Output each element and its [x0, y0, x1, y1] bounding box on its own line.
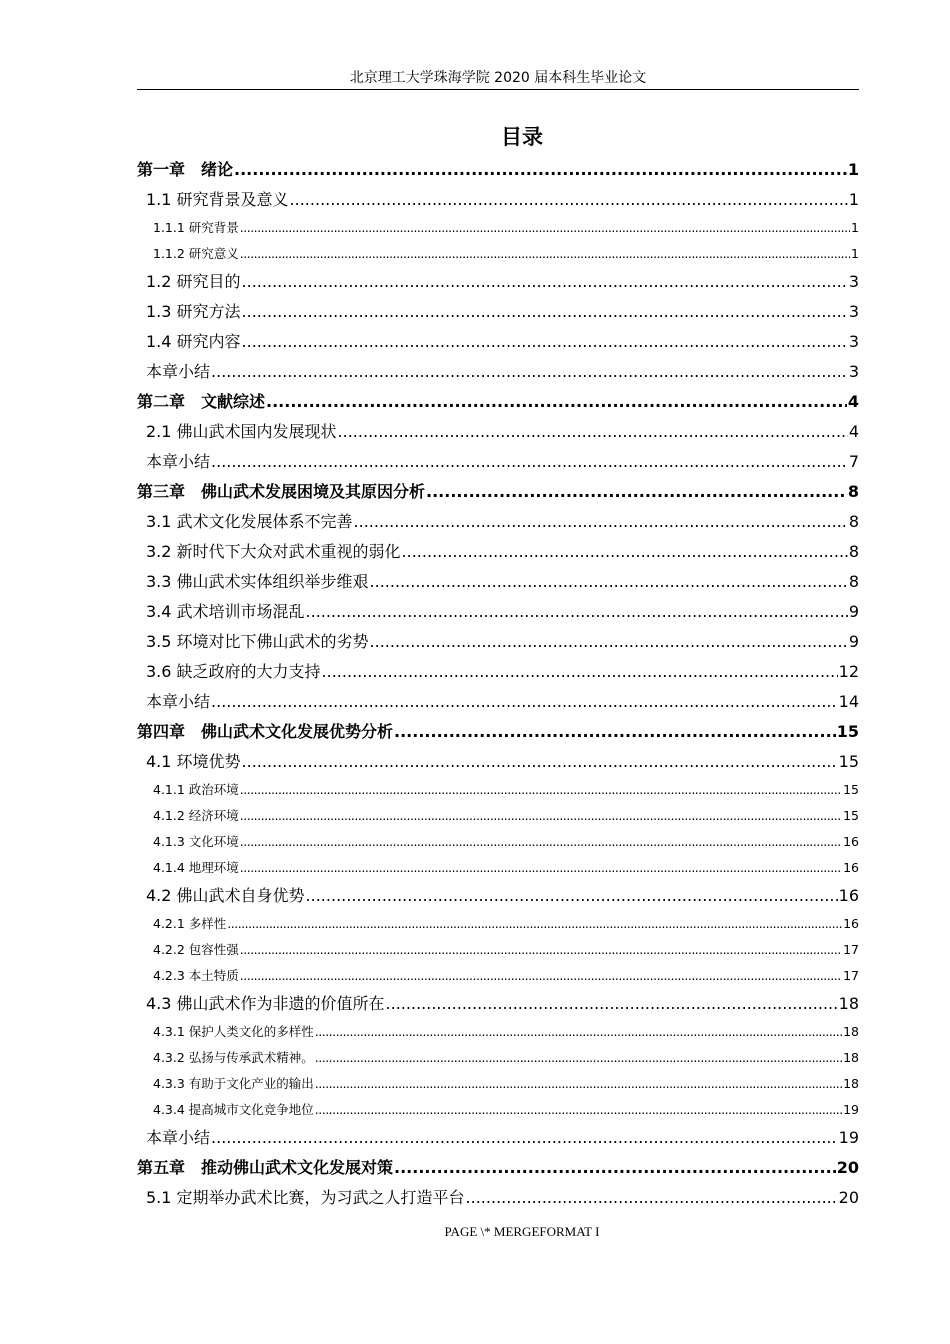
- toc-entry-page-number: 1: [848, 190, 859, 209]
- toc-entry[interactable]: [137, 1153, 859, 1183]
- toc-entry[interactable]: [137, 747, 859, 777]
- toc-dot-leader: [266, 387, 847, 417]
- toc-dot-leader: [370, 627, 848, 657]
- toc-entry[interactable]: [137, 803, 859, 829]
- toc-entry[interactable]: [137, 185, 859, 215]
- toc-dot-leader: [354, 507, 848, 537]
- toc-entry-page-number: 15: [843, 808, 859, 823]
- toc-entry-page-number: 18: [843, 1024, 859, 1039]
- toc-entry[interactable]: [137, 357, 859, 387]
- toc-dot-leader: [227, 911, 842, 937]
- toc-dot-leader: [240, 803, 842, 829]
- toc-entry-label: 1.1.2 研究意义: [153, 246, 239, 261]
- toc-entry-label: 4.1.2 经济环境: [153, 808, 239, 823]
- toc-dot-leader: [211, 357, 848, 387]
- toc-dot-leader: [315, 1019, 842, 1045]
- toc-dot-leader: [242, 747, 838, 777]
- toc-dot-leader: [306, 597, 848, 627]
- toc-dot-leader: [386, 989, 838, 1019]
- page-header: 北京理工大学珠海学院 2020 届本科生毕业论文: [349, 70, 647, 86]
- toc-entry[interactable]: [137, 537, 859, 567]
- toc-dot-leader: [426, 477, 847, 507]
- toc-dot-leader: [315, 1071, 842, 1097]
- toc-entry-label: 第四章 佛山武术文化发展优势分析: [137, 722, 394, 741]
- toc-entry-label: 1.1.1 研究背景: [153, 220, 239, 235]
- toc-entry[interactable]: [137, 937, 859, 963]
- toc-entry-page-number: 3: [848, 272, 859, 291]
- toc-entry[interactable]: [137, 1071, 859, 1097]
- toc-entry-page-number: 16: [843, 860, 859, 875]
- toc-entry-label: 2.1 佛山武术国内发展现状: [146, 422, 337, 441]
- toc-dot-leader: [466, 1183, 838, 1213]
- toc-entry-label: 1.1 研究背景及意义: [146, 190, 289, 209]
- toc-entry-page-number: 1: [851, 246, 859, 261]
- toc-entry[interactable]: [137, 657, 859, 687]
- toc-dot-leader: [211, 1123, 838, 1153]
- toc-dot-leader: [290, 185, 848, 215]
- toc-dot-leader: [315, 1045, 842, 1071]
- toc-entry-label: 4.2.3 本土特质: [153, 968, 239, 983]
- toc-entry-label: 本章小结: [146, 362, 211, 381]
- toc-entry[interactable]: [137, 717, 859, 747]
- toc-dot-leader: [211, 687, 838, 717]
- toc-entry-page-number: 7: [848, 452, 859, 471]
- toc-dot-leader: [370, 567, 848, 597]
- toc-entry-page-number: 3: [848, 302, 859, 321]
- toc-entry[interactable]: [137, 267, 859, 297]
- toc-entry-label: 3.1 武术文化发展体系不完善: [146, 512, 353, 531]
- toc-entry-page-number: 3: [848, 362, 859, 381]
- toc-entry-label: 4.3.1 保护人类文化的多样性: [153, 1024, 314, 1039]
- toc-entry-label: 5.1 定期举办武术比赛，为习武之人打造平台: [146, 1188, 465, 1207]
- table-of-contents: [137, 155, 859, 1213]
- toc-entry-page-number: 14: [838, 692, 859, 711]
- toc-entry-label: 1.4 研究内容: [146, 332, 241, 351]
- toc-dot-leader: [234, 155, 847, 185]
- toc-entry[interactable]: [137, 1123, 859, 1153]
- toc-entry-page-number: 4: [848, 422, 859, 441]
- toc-entry[interactable]: [137, 989, 859, 1019]
- toc-entry[interactable]: [137, 687, 859, 717]
- toc-entry[interactable]: [137, 477, 859, 507]
- toc-entry-label: 4.2 佛山武术自身优势: [146, 886, 305, 905]
- toc-entry[interactable]: [137, 911, 859, 937]
- toc-entry[interactable]: [137, 627, 859, 657]
- toc-dot-leader: [242, 267, 848, 297]
- toc-entry-label: 4.3.4 提高城市文化竞争地位: [153, 1102, 314, 1117]
- toc-dot-leader: [242, 327, 848, 357]
- toc-dot-leader: [240, 855, 842, 881]
- toc-entry-label: 本章小结: [146, 452, 211, 471]
- toc-dot-leader: [315, 1097, 842, 1123]
- toc-entry-label: 3.4 武术培训市场混乱: [146, 602, 305, 621]
- toc-entry-label: 4.1.1 政治环境: [153, 782, 239, 797]
- toc-dot-leader: [240, 241, 850, 267]
- toc-entry-page-number: 20: [836, 1158, 859, 1177]
- toc-entry-label: 第五章 推动佛山武术文化发展对策: [137, 1158, 394, 1177]
- toc-entry-page-number: 18: [838, 994, 859, 1013]
- toc-entry-label: 4.3.2 弘扬与传承武术精神。: [153, 1050, 314, 1065]
- toc-dot-leader: [322, 657, 838, 687]
- toc-entry-page-number: 1: [847, 160, 859, 179]
- toc-entry-page-number: 20: [838, 1188, 859, 1207]
- toc-dot-leader: [338, 417, 848, 447]
- toc-entry-page-number: 16: [843, 834, 859, 849]
- toc-entry[interactable]: [137, 597, 859, 627]
- toc-entry-label: 本章小结: [146, 692, 211, 711]
- toc-entry[interactable]: [137, 963, 859, 989]
- toc-entry-page-number: 12: [838, 662, 859, 681]
- toc-entry-label: 3.6 缺乏政府的大力支持: [146, 662, 321, 681]
- toc-entry-page-number: 8: [847, 482, 859, 501]
- toc-entry-label: 3.2 新时代下大众对武术重视的弱化: [146, 542, 401, 561]
- toc-entry-label: 4.1.3 文化环境: [153, 834, 239, 849]
- toc-entry-label: 第三章 佛山武术发展困境及其原因分析: [137, 482, 426, 501]
- toc-entry-page-number: 3: [848, 332, 859, 351]
- toc-entry-page-number: 17: [843, 968, 859, 983]
- toc-entry[interactable]: [137, 155, 859, 185]
- header-rule: [137, 89, 859, 90]
- toc-entry-label: 本章小结: [146, 1128, 211, 1147]
- toc-entry-label: 3.3 佛山武术实体组织举步维艰: [146, 572, 369, 591]
- toc-entry-page-number: 9: [848, 602, 859, 621]
- toc-dot-leader: [394, 717, 836, 747]
- toc-entry-page-number: 19: [843, 1102, 859, 1117]
- toc-entry[interactable]: [137, 829, 859, 855]
- toc-entry[interactable]: [137, 567, 859, 597]
- toc-entry-label: 4.3 佛山武术作为非遗的价值所在: [146, 994, 385, 1013]
- toc-entry[interactable]: [137, 1045, 859, 1071]
- toc-dot-leader: [240, 963, 842, 989]
- toc-entry-label: 4.1 环境优势: [146, 752, 241, 771]
- toc-entry-page-number: 15: [843, 782, 859, 797]
- toc-entry-page-number: 16: [838, 886, 859, 905]
- toc-entry-label: 1.2 研究目的: [146, 272, 241, 291]
- toc-entry-page-number: 18: [843, 1076, 859, 1091]
- toc-entry-label: 1.3 研究方法: [146, 302, 241, 321]
- toc-entry-page-number: 8: [848, 512, 859, 531]
- toc-entry-page-number: 18: [843, 1050, 859, 1065]
- toc-dot-leader: [240, 829, 842, 855]
- toc-entry-page-number: 1: [851, 220, 859, 235]
- toc-entry[interactable]: [137, 447, 859, 477]
- toc-title: 目录: [501, 125, 543, 149]
- toc-entry[interactable]: [137, 1019, 859, 1045]
- toc-entry-label: 4.2.2 包容性强: [153, 942, 239, 957]
- toc-entry-page-number: 15: [838, 752, 859, 771]
- toc-entry-label: 4.3.3 有助于文化产业的输出: [153, 1076, 314, 1091]
- toc-entry-page-number: 8: [848, 572, 859, 591]
- toc-entry[interactable]: [137, 241, 859, 267]
- toc-entry-page-number: 19: [838, 1128, 859, 1147]
- toc-dot-leader: [402, 537, 848, 567]
- toc-entry[interactable]: [137, 1097, 859, 1123]
- toc-dot-leader: [211, 447, 848, 477]
- toc-dot-leader: [306, 881, 838, 911]
- toc-dot-leader: [240, 777, 842, 803]
- toc-entry-page-number: 8: [848, 542, 859, 561]
- toc-entry-page-number: 15: [836, 722, 859, 741]
- toc-dot-leader: [394, 1153, 836, 1183]
- toc-entry-label: 4.2.1 多样性: [153, 916, 227, 931]
- toc-entry[interactable]: [137, 215, 859, 241]
- toc-entry[interactable]: [137, 777, 859, 803]
- toc-entry-label: 3.5 环境对比下佛山武术的劣势: [146, 632, 369, 651]
- toc-dot-leader: [242, 297, 848, 327]
- toc-entry[interactable]: [137, 327, 859, 357]
- toc-entry-page-number: 17: [843, 942, 859, 957]
- toc-entry-label: 第一章 绪论: [137, 160, 234, 179]
- toc-entry-label: 4.1.4 地理环境: [153, 860, 239, 875]
- toc-entry-page-number: 16: [843, 916, 859, 931]
- toc-entry[interactable]: [137, 1183, 859, 1213]
- toc-entry-page-number: 4: [847, 392, 859, 411]
- toc-dot-leader: [240, 215, 850, 241]
- toc-entry-label: 第二章 文献综述: [137, 392, 266, 411]
- toc-entry[interactable]: [137, 297, 859, 327]
- toc-entry[interactable]: [137, 881, 859, 911]
- toc-entry[interactable]: [137, 387, 859, 417]
- toc-entry-page-number: 9: [848, 632, 859, 651]
- toc-entry[interactable]: [137, 507, 859, 537]
- toc-dot-leader: [240, 937, 842, 963]
- page-footer: PAGE \* MERGEFORMAT I: [444, 1224, 600, 1239]
- toc-entry[interactable]: [137, 855, 859, 881]
- toc-entry[interactable]: [137, 417, 859, 447]
